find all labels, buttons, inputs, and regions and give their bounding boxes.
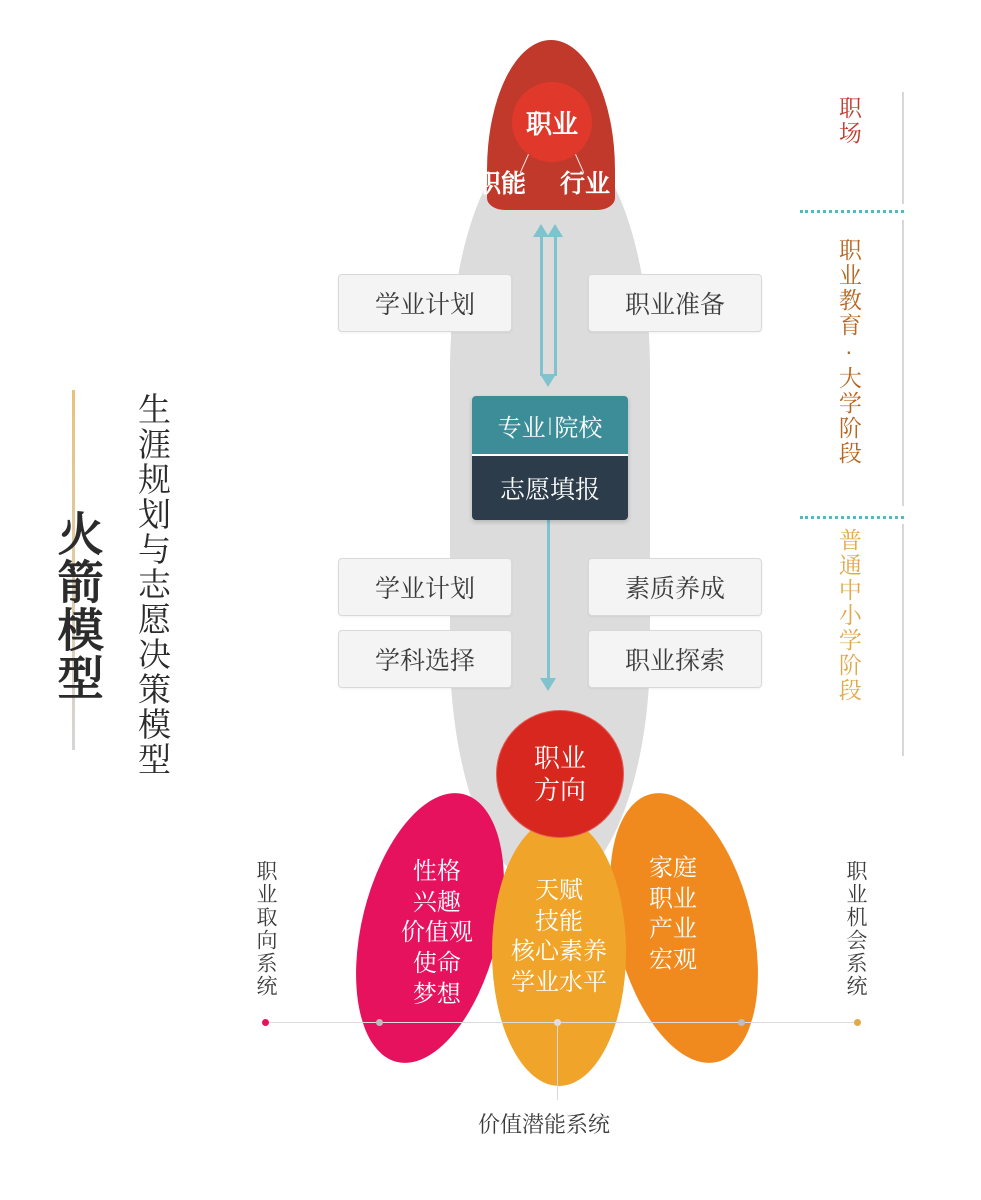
baseline-rule [264,1022,860,1023]
page-title: 火箭模型 [51,510,104,702]
arrow-shaft-down-lower [547,520,550,680]
box-subject-selection[interactable]: 学科选择 [338,630,512,688]
box-career-preparation[interactable]: 职业准备 [588,274,762,332]
system-label-value-potential: 价值潜能系统 [478,1112,611,1137]
stage-label-k12: 普通中小学阶段 [835,528,862,703]
baseline-dot-left-inner [376,1019,383,1026]
system-label-orientation: 职业取向系统 [254,860,277,998]
stage-divider-bottom [800,516,904,519]
card-school-label: 院校 [554,414,603,442]
card-separator: | [547,414,553,435]
fin-right-text: 家庭 职业 产业 宏观 [648,854,697,974]
stage-label-workplace: 职场 [835,96,862,146]
stage-divider-top [800,210,904,213]
center-decision-card[interactable] [472,396,628,520]
system-label-opportunity: 职业机会系统 [844,860,867,998]
box-academic-plan-upper[interactable]: 学业计划 [338,274,512,332]
nose-core-label: 职业 [512,82,592,162]
baseline-dot-right [854,1019,861,1026]
nose-label-industry: 行业 [560,170,611,198]
arrow-shaft-up-right [554,236,557,376]
fin-middle-text: 天赋 技能 核心素养 学业水平 [511,877,607,997]
arrow-head-down-lower [540,678,556,691]
fin-left-text: 性格 兴趣 价值观 使命 梦想 [400,857,473,1008]
card-application-label: 志愿填报 [472,456,628,520]
baseline-dot-left [262,1019,269,1026]
box-academic-plan-lower[interactable]: 学业计划 [338,558,512,616]
core-career-direction[interactable] [496,710,624,838]
arrow-shaft-up-left [540,236,543,376]
fin-value-potential[interactable] [492,818,626,1086]
card-major-label: 专业 [497,414,546,442]
arrow-head-down-upper [540,374,556,387]
stage-rule-3 [902,524,904,756]
core-line-1: 职业 [533,742,586,773]
box-career-exploration[interactable]: 职业探索 [588,630,762,688]
baseline-dot-right-inner [738,1019,745,1026]
system-bottom-stem [557,1022,558,1100]
card-major-school [472,396,628,456]
stage-label-higher-education: 职业教育·大学阶段 [835,238,862,466]
stage-rule-1 [902,92,904,204]
nose-label-function: 职能 [476,170,527,198]
core-line-2: 方向 [533,775,586,805]
stage-rule-2 [902,220,904,506]
page-subtitle: 生涯规划与志愿决策模型 [133,392,171,777]
box-quality-development[interactable]: 素质养成 [588,558,762,616]
